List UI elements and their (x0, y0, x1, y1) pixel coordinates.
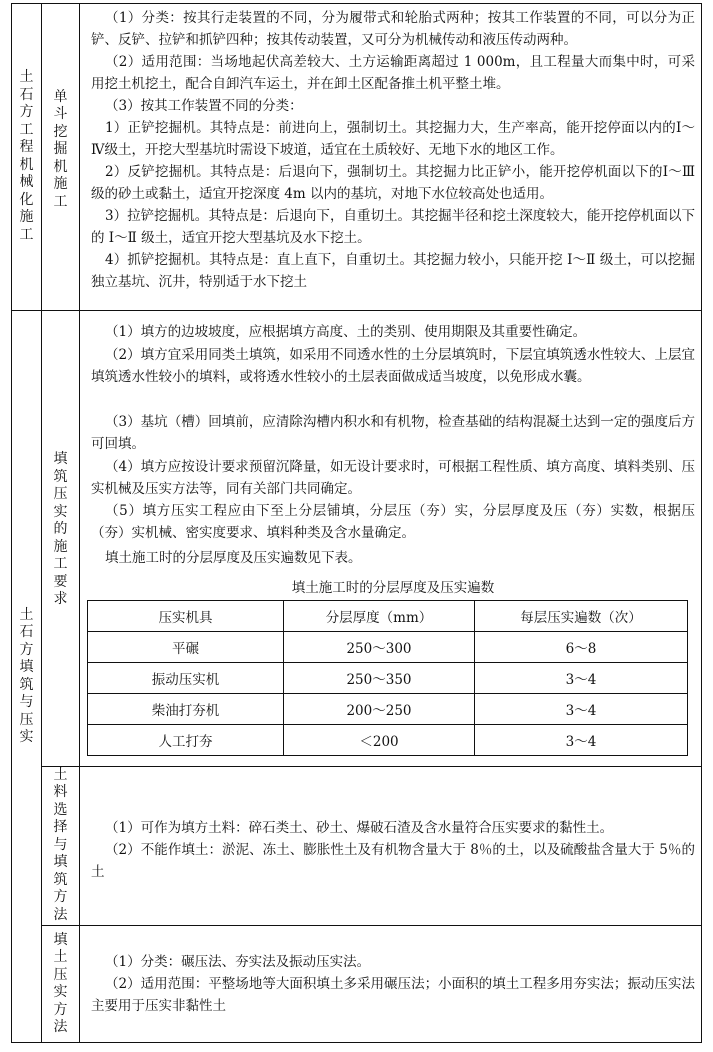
row-divider-1 (41, 766, 702, 767)
topic-label-excavator (42, 90, 79, 210)
paragraph: （2）不能作填土：淤泥、冻土、膨胀性土及有机物含量大于 8％的土，以及硫酸盐含量大于 5％的土 (91, 842, 695, 880)
table-cell: 200～250 (284, 694, 475, 725)
label-char: 工 (53, 556, 68, 573)
paragraph: 1）正铲挖掘机。其特点是：前进向上，强制切土。其挖掘力大，生产率高，能开挖停面以内的Ⅰ～Ⅳ级土，开挖大型基坑时需设下坡道，适宜在土质较好、无地下水的地区工作。 (91, 120, 695, 158)
table-cell: 3～4 (475, 663, 688, 694)
table-row (88, 725, 688, 756)
label-char: 工 (19, 121, 34, 138)
label-char: 工 (19, 226, 34, 243)
label-char: 筑 (19, 676, 34, 693)
label-char: 施 (53, 538, 68, 555)
label-char: 挖 (53, 123, 68, 140)
label-char: 的 (53, 521, 68, 538)
paragraph: （5）填方压实工程应由下至上分层铺填，分层压（夯）实，分层厚度及压（夯）实数，根据压（夯）实机械、密实度要求、填料种类及含水量确定。 (91, 503, 695, 541)
label-char: 要 (53, 573, 68, 590)
label-char: 压 (53, 486, 68, 503)
label-char: 筑 (53, 871, 68, 888)
table-cell: 250～350 (284, 663, 475, 694)
label-char: 化 (19, 191, 34, 208)
label-char: 石 (19, 624, 34, 640)
label-char: 机 (53, 158, 68, 175)
label-char: 方 (19, 104, 34, 120)
row-divider-2 (41, 925, 702, 926)
label-char: 求 (53, 591, 68, 608)
table-cell: 3～4 (475, 694, 688, 725)
paragraph: 3）拉铲挖掘机。其特点是：后退向下，自重切土。其挖掘半径和挖土深度较大，能开挖停机面以下的 Ⅰ～Ⅱ 级土，适宜开挖大型基坑及水下挖土。 (91, 208, 695, 246)
label-char: 土 (19, 606, 34, 623)
compaction-table (87, 600, 688, 756)
label-char: 实 (19, 729, 34, 745)
label-char: 土 (53, 766, 68, 783)
label-char: 施 (19, 209, 34, 225)
paragraph: （4）填方应按设计要求预留沉降量，如无设计要求时，可根据工程性质、填方高度、填料类别、压实机械及压实方法等，同有关部门共同确定。 (91, 459, 695, 497)
label-char: 压 (19, 711, 34, 728)
label-char: 械 (19, 174, 34, 190)
category-label-fill (12, 310, 41, 1043)
label-char: 斗 (53, 106, 68, 123)
label-char: 压 (53, 966, 68, 983)
label-char: 单 (53, 88, 68, 105)
table-header: 每层压实遍数（次） (475, 601, 688, 632)
table-cell: 振动压实机 (88, 663, 284, 694)
paragraph: 2）反铲挖掘机。其特点是：后退向下，强制切土。其挖掘力比正铲小，能开挖停机面以下的Ⅰ～Ⅲ级的砂土或黏土，适宜开挖深度 4m 以内的基坑，对地下水位较高处也适用。 (91, 164, 695, 202)
section-divider (11, 310, 702, 311)
table-header: 分层厚度（mm） (284, 601, 475, 632)
paragraph: （3）按其工作装置不同的分类： (105, 98, 303, 114)
label-char: 石 (19, 86, 34, 103)
paragraph: （2）填方宜采用同类土填筑，如采用不同透水性的土分层填筑时，下层宜填筑透水性较大、上层宜填筑透水性较小的填料，或将透水性较小的土层表面做成适当坡度，以免形成水囊。 (91, 347, 695, 385)
paragraph: （1）分类：按其行走装置的不同，分为履带式和轮胎式两种；按其工作装置的不同，可以分为正铲、反铲、拉铲和抓铲四种；按其传动装置，又可分为机械传动和液压传动两种。 (91, 10, 695, 48)
label-char: 方 (53, 1001, 68, 1018)
paragraph: （1）分类：碾压法、夯实法及振动压实法。 (105, 954, 371, 970)
table-cell: ＜200 (284, 725, 475, 756)
label-char: 实 (53, 503, 68, 520)
label-char: 方 (53, 889, 68, 906)
topic-label-fill-requirements (42, 445, 79, 615)
table-row (88, 632, 688, 663)
label-char: 土 (19, 69, 34, 85)
label-char: 填 (53, 451, 68, 468)
label-char: 程 (19, 139, 34, 155)
paragraph: （2）适用范围：当场地起伏高差较大、土方运输距离超过 1 000m，且工程量大而集中时，可采用挖土机挖土，配合自卸汽车运土，并在卸土区配备推土机平整土堆。 (91, 54, 695, 92)
paragraph: 4）抓铲挖掘机。其特点是：直上直下，自重切土。其挖掘力较小，只能开挖 Ⅰ～Ⅱ 级土，可以挖掘独立基坑、沉井，特别适于水下挖土 (91, 252, 695, 290)
label-char: 方 (19, 641, 34, 658)
label-char: 填 (53, 854, 68, 871)
table-header: 压实机具 (88, 601, 284, 632)
label-char: 法 (53, 1019, 68, 1035)
label-char: 与 (19, 694, 34, 710)
table-cell: 人工打夯 (88, 725, 284, 756)
table-cell: 平碾 (88, 632, 284, 663)
paragraph: （1）可作为填方土料：碎石类土、砂土、爆破石渣及含水量符合压实要求的黏性土。 (105, 820, 614, 836)
paragraph: （1）填方的边坡坡度，应根据填方高度、土的类别、使用期限及其重要性确定。 (105, 324, 587, 340)
category-label-excavation (12, 3, 41, 310)
label-char: 与 (53, 836, 68, 853)
paragraph: （3）基坑（槽）回填前，应清除沟槽内积水和有机物，检查基础的结构混凝土达到一定的强度后方可回填。 (91, 414, 695, 452)
table-row (88, 694, 688, 725)
label-char: 筑 (53, 468, 68, 485)
label-char: 机 (19, 156, 34, 173)
column-divider-2 (79, 3, 80, 1043)
table-title: 填土施工时的分层厚度及压实遍数 (291, 580, 495, 596)
label-char: 土 (53, 949, 68, 965)
table-cell: 柴油打夯机 (88, 694, 284, 725)
label-char: 择 (53, 819, 68, 836)
table-header-row (88, 601, 688, 632)
label-char: 法 (53, 906, 68, 923)
topic-label-soil-selection (42, 766, 79, 925)
label-char: 填 (53, 931, 68, 948)
label-char: 实 (53, 984, 68, 1000)
topic-label-compaction-method (42, 925, 79, 1043)
table-cell: 6～8 (475, 632, 688, 663)
paragraph: （2）适用范围：平整场地等大面积填土多采用碾压法；小面积的填土工程多用夯实法；振动压实法主要用于压实非黏性土 (91, 976, 695, 1014)
table-cell: 3～4 (475, 725, 688, 756)
label-char: 施 (53, 176, 68, 193)
label-char: 料 (53, 784, 68, 801)
table-row (88, 663, 688, 694)
label-char: 填 (19, 659, 34, 675)
table-cell: 250～300 (284, 632, 475, 663)
label-char: 掘 (53, 141, 68, 158)
paragraph: 填土施工时的分层厚度及压实遍数见下表。 (105, 550, 362, 566)
label-char: 选 (53, 801, 68, 818)
label-char: 工 (53, 193, 68, 210)
